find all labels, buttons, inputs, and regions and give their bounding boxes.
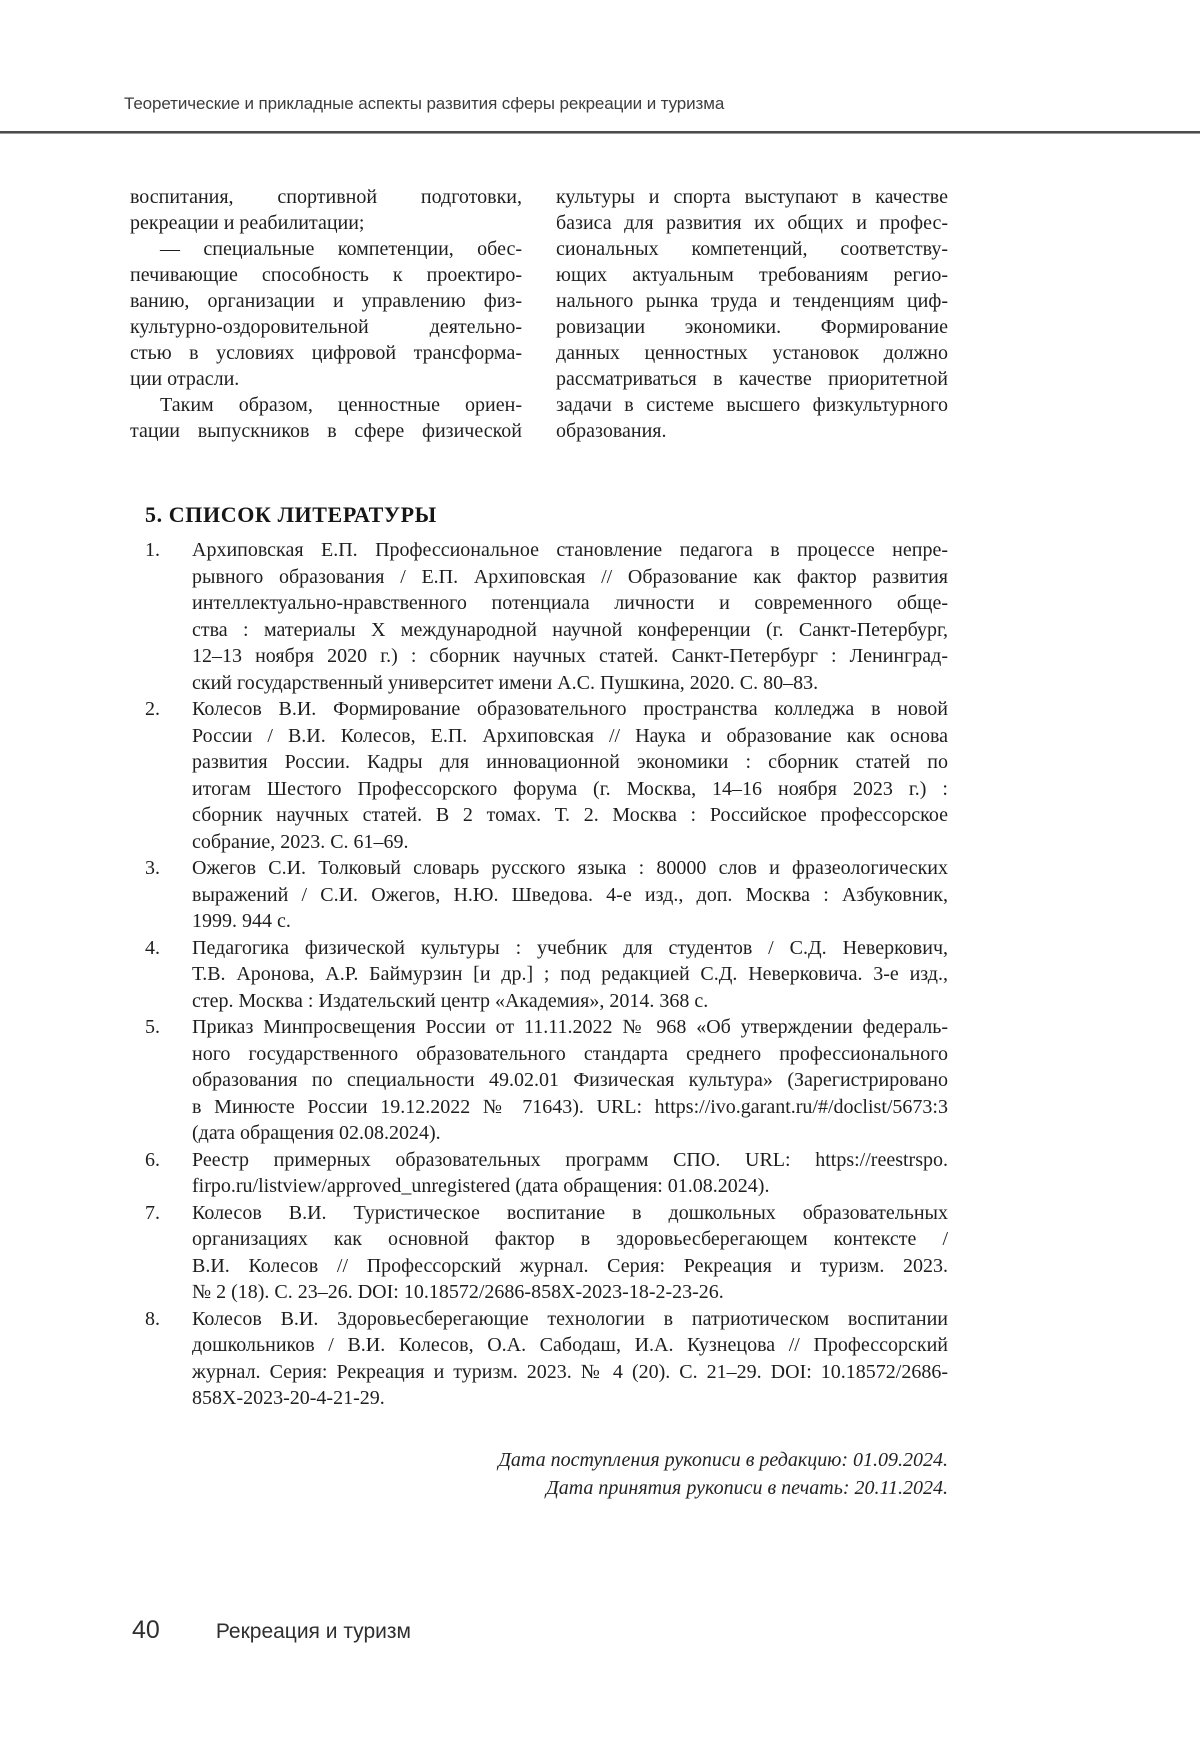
text-line: рекреации и реабилитации; <box>130 212 365 234</box>
text-line: ции отрасли. <box>130 368 240 390</box>
reference-line: Реестр примерных образовательных программ СПО. URL: https://reestrspo. <box>192 1148 948 1171</box>
date-received: Дата поступления рукописи в редакцию: 01.09.2024. <box>498 1449 948 1471</box>
reference-line: сборник научных статей. В 2 томах. Т. 2. Москва : Российское профессорское <box>192 804 948 826</box>
text-line: ющих актуальным требованиям регио- <box>556 264 948 286</box>
text-line: культурно-оздоровительной деятельно- <box>130 316 522 338</box>
reference-line: выражений / С.И. Ожегов, Н.Ю. Шведова. 4-е изд., доп. Москва : Азбуковник, <box>192 883 948 906</box>
text-line: данных ценностных установок должно <box>556 342 948 364</box>
date-accepted: Дата принятия рукописи в печать: 20.11.2024. <box>545 1477 948 1499</box>
references-list <box>145 537 948 1412</box>
reference-line: 12–13 ноября 2020 г.) : сборник научных статей. Санкт-Петербург : Ленинград- <box>192 645 948 667</box>
reference-line: В.И. Колесов // Профессорский журнал. Серия: Рекреация и туризм. 2023. <box>192 1254 948 1277</box>
reference-line: Ожегов С.И. Толковый словарь русского языка : 80000 слов и фразеологических <box>192 857 948 879</box>
reference-number: 8. <box>145 1307 160 1330</box>
text-line: образования. <box>556 420 667 442</box>
reference-line: Колесов В.И. Здоровьесберегающие технологии в патриотическом воспитании <box>192 1307 948 1330</box>
reference-line: Приказ Минпросвещения России от 11.11.2022 № 968 «Об утверждении федераль- <box>192 1016 948 1038</box>
reference-item <box>145 855 948 935</box>
reference-line: (дата обращения 02.08.2024). <box>192 1122 441 1144</box>
reference-line: Колесов В.И. Формирование образовательного пространства колледжа в новой <box>192 698 948 720</box>
reference-line: ного государственного образовательного стандарта среднего профессионального <box>192 1042 948 1065</box>
text-line: ванию, организации и управлению физ- <box>130 290 522 312</box>
text-line: стью в условиях цифровой трансформа- <box>130 342 522 364</box>
reference-line: собрание, 2023. С. 61–69. <box>192 830 409 853</box>
article-body-columns <box>130 184 948 444</box>
text-line: нального рынка труда и тенденциям циф- <box>556 290 948 312</box>
reference-number: 4. <box>145 936 160 959</box>
left-column <box>130 184 522 444</box>
text-line: базиса для развития их общих и профес- <box>556 212 948 234</box>
reference-line: рывного образования / Е.П. Архиповская // Образование как фактор развития <box>192 565 948 588</box>
reference-item <box>145 1014 948 1147</box>
manuscript-dates <box>498 1446 948 1502</box>
reference-item <box>145 696 948 855</box>
reference-line: ства : материалы X международной научной конференции (г. Санкт-Петербург, <box>192 618 948 641</box>
reference-number: 6. <box>145 1148 160 1171</box>
reference-line: развития России. Кадры для инновационной экономики : сборник статей по <box>192 751 948 773</box>
footer-journal-title: Рекреация и туризм <box>215 1620 411 1643</box>
header-rule <box>0 131 1200 134</box>
text-line: — специальные компетенции, обес- <box>160 238 522 260</box>
text-line: сиональных компетенций, соответству- <box>556 238 948 260</box>
reference-item <box>145 1147 948 1200</box>
reference-line: Архиповская Е.П. Профессиональное становление педагога в процессе непре- <box>192 539 948 561</box>
reference-item <box>145 537 948 696</box>
reference-line: 1999. 944 с. <box>192 910 291 932</box>
page-number: 40 <box>132 1616 160 1644</box>
reference-line: 858X-2023-20-4-21-29. <box>192 1387 385 1409</box>
reference-line: итогам Шестого Профессорского форума (г. Москва, 14–16 ноября 2023 г.) : <box>192 777 948 800</box>
text-line: Таким образом, ценностные ориен- <box>160 394 522 416</box>
reference-line: стер. Москва : Издательский центр «Академия», 2014. 368 с. <box>192 989 709 1012</box>
reference-item <box>145 1200 948 1306</box>
reference-line: организациях как основной фактор в здоровьесберегающем контексте / <box>192 1228 948 1250</box>
reference-number: 2. <box>145 698 160 720</box>
reference-line: дошкольников / В.И. Колесов, О.А. Сабодаш, И.А. Кузнецова // Профессорский <box>192 1334 948 1356</box>
reference-line: образования по специальности 49.02.01 Физическая культура» (Зарегистрировано <box>192 1069 948 1091</box>
reference-line: Т.В. Аронова, А.Р. Баймурзин [и др.] ; под редакцией С.Д. Неверковича. 3-е изд., <box>192 963 948 985</box>
reference-number: 3. <box>145 857 160 879</box>
reference-item <box>145 1306 948 1412</box>
reference-line: России / В.И. Колесов, Е.П. Архиповская // Наука и образование как основа <box>192 724 948 747</box>
text-line: печивающие способность к проектиро- <box>130 264 522 286</box>
reference-line: ский государственный университет имени А.С. Пушкина, 2020. С. 80–83. <box>192 671 819 694</box>
text-line: тации выпускников в сфере физической <box>130 420 522 442</box>
references-heading: 5. СПИСОК ЛИТЕРАТУРЫ <box>145 502 437 527</box>
reference-number: 5. <box>145 1016 160 1038</box>
reference-item <box>145 935 948 1015</box>
reference-line: № 2 (18). С. 23–26. DOI: 10.18572/2686-858X-2023-18-2-23-26. <box>192 1281 724 1303</box>
right-column <box>556 184 948 444</box>
reference-number: 7. <box>145 1201 160 1224</box>
reference-number: 1. <box>145 539 160 561</box>
text-line: задачи в системе высшего физкультурного <box>556 394 948 416</box>
reference-line: Педагогика физической культуры : учебник для студентов / С.Д. Неверкович, <box>192 936 948 959</box>
reference-line: firpo.ru/listview/approved_unregistered (дата обращения: 01.08.2024). <box>192 1175 770 1197</box>
page-footer <box>132 1616 411 1645</box>
running-header-title: Теоретические и прикладные аспекты развития сферы рекреации и туризма <box>124 94 725 113</box>
text-line: культуры и спорта выступают в качестве <box>556 186 948 208</box>
text-line: ровизации экономики. Формирование <box>556 316 948 338</box>
reference-line: Колесов В.И. Туристическое воспитание в дошкольных образовательных <box>192 1201 948 1224</box>
reference-line: журнал. Серия: Рекреация и туризм. 2023. № 4 (20). С. 21–29. DOI: 10.18572/2686- <box>192 1360 948 1383</box>
text-line: рассматриваться в качестве приоритетной <box>556 368 948 390</box>
text-line: воспитания, спортивной подготовки, <box>130 186 522 208</box>
references-section <box>145 502 948 1412</box>
reference-line: интеллектуально-нравственного потенциала личности и современного обще- <box>192 592 948 614</box>
reference-line: в Минюсте России 19.12.2022 № 71643). URL: https://ivo.garant.ru/#/doclist/5673:3 <box>192 1095 948 1118</box>
